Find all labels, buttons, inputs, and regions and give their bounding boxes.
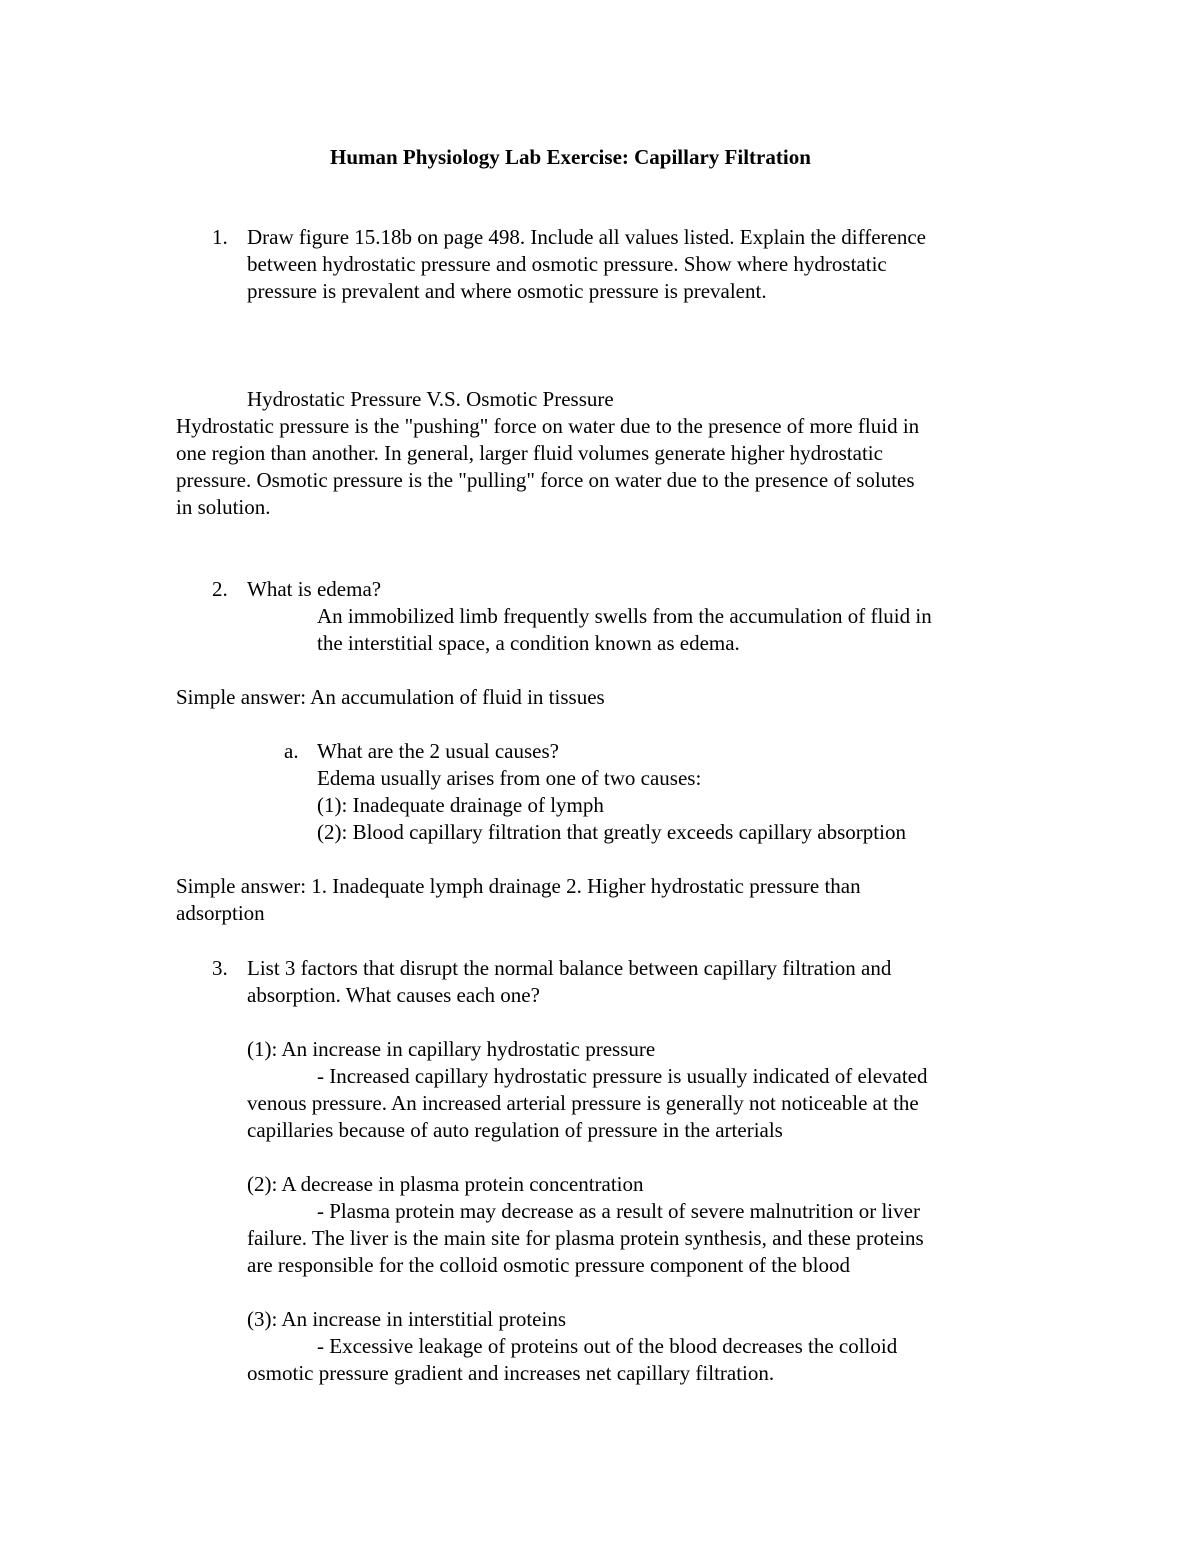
q3-question-line-2: absorption. What causes each one? [247,983,540,1007]
q1-answer-line-2: one region than another. In general, larger fluid volumes generate higher hydrostatic [176,441,883,465]
q3-factor-1-line-2: venous pressure. An increased arterial pressure is generally not noticeable at the [247,1091,919,1115]
q2-simple-answer-2-line-2: adsorption [176,901,265,925]
q2-simple-answer-2-line-1: Simple answer: 1. Inadequate lymph drainage 2. Higher hydrostatic pressure than [176,874,861,898]
document-title: Human Physiology Lab Exercise: Capillary Filtration [330,145,811,169]
q2-answer-line-2: the interstitial space, a condition known as edema. [317,631,740,655]
q2-simple-answer: Simple answer: An accumulation of fluid in tissues [176,685,605,709]
q3-factor-1-label: (1): An increase in capillary hydrostatic pressure [247,1037,656,1061]
q2a-letter: a. [284,739,299,763]
q1-answer-heading: Hydrostatic Pressure V.S. Osmotic Pressure [247,387,614,411]
q1-answer-line-3: pressure. Osmotic pressure is the "pulling" force on water due to the presence of solutes [176,468,915,492]
q1-answer-line-4: in solution. [176,495,271,519]
q2a-answer-line-1: Edema usually arises from one of two causes: [317,766,702,790]
q1-answer-line-1: Hydrostatic pressure is the "pushing" force on water due to the presence of more fluid in [176,414,920,438]
q2a-answer-line-3: (2): Blood capillary filtration that greatly exceeds capillary absorption [317,820,906,844]
q1-line-1: Draw figure 15.18b on page 498. Include all values listed. Explain the difference [247,225,926,249]
q3-factor-3-label: (3): An increase in interstitial proteins [247,1307,566,1331]
q2-answer-line-1: An immobilized limb frequently swells from the accumulation of fluid in [317,604,932,628]
q2a-answer-line-2: (1): Inadequate drainage of lymph [317,793,604,817]
q1-line-2: between hydrostatic pressure and osmotic pressure. Show where hydrostatic [247,252,887,276]
q2-question: What is edema? [247,577,382,601]
q3-factor-2-line-3: are responsible for the colloid osmotic pressure component of the blood [247,1253,851,1277]
q1-line-3: pressure is prevalent and where osmotic pressure is prevalent. [247,279,767,303]
q3-factor-2-line-1: - Plasma protein may decrease as a result of severe malnutrition or liver [317,1199,920,1223]
q3-factor-3-line-2: osmotic pressure gradient and increases net capillary filtration. [247,1361,775,1385]
q3-factor-2-label: (2): A decrease in plasma protein concentration [247,1172,644,1196]
q3-factor-1-line-3: capillaries because of auto regulation of pressure in the arterials [247,1118,783,1142]
q3-factor-3-line-1: - Excessive leakage of proteins out of the blood decreases the colloid [317,1334,898,1358]
q3-factor-1-line-1: - Increased capillary hydrostatic pressure is usually indicated of elevated [317,1064,928,1088]
q2-number: 2. [212,577,228,601]
q2a-question: What are the 2 usual causes? [317,739,559,763]
q3-question-line-1: List 3 factors that disrupt the normal balance between capillary filtration and [247,956,892,980]
q3-factor-2-line-2: failure. The liver is the main site for plasma protein synthesis, and these proteins [247,1226,924,1250]
q3-number: 3. [212,956,228,980]
q1-number: 1. [212,225,228,249]
